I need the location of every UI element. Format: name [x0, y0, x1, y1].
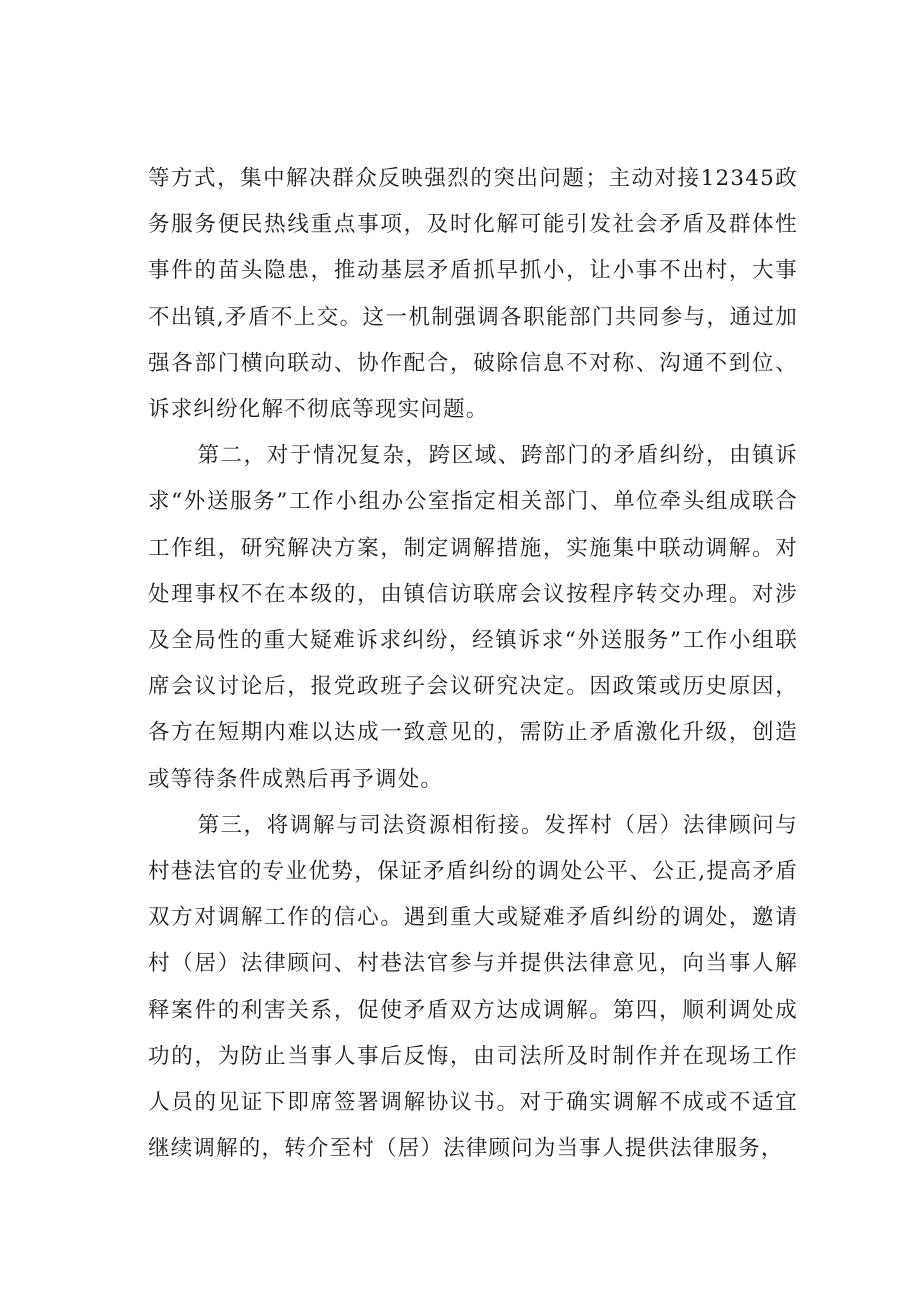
paragraph-continuation: 等方式，集中解决群众反映强烈的突出问题；主动对接12345政务服务便民热线重点事项，及时化解可能引发社会矛盾及群体性事件的苗头隐患，推动基层矛盾抓早抓小，让小事不出村，大事不出镇,矛盾不上交。这一机制强调各职能部门共同参与，通过加强各部门横向联动、协作配合，破除信息不对称、沟通不到位、诉求纠纷化解不彻底等现实问题。: [148, 166, 798, 423]
body-text: [148, 156, 798, 1172]
paragraph-third-point: 第三，将调解与司法资源相衔接。发挥村（居）法律顾问与村巷法官的专业优势，保证矛盾纠纷的调处公平、公正,提高矛盾双方对调解工作的信心。遇到重大或疑难矛盾纠纷的调处，邀请村（居）法律顾问、村巷法官参与并提供法律意见，向当事人解释案件的利害关系，促使矛盾双方达成调解。第四，顺利调处成功的，为防止当事人事后反悔，由司法所及时制作并在现场工作人员的见证下即席签署调解协议书。对于确实调解不成或不适宜继续调解的，转介至村（居）法律顾问为当事人提供法律服务，: [148, 812, 798, 1162]
paragraph-second-point: 第二，对于情况复杂，跨区域、跨部门的矛盾纠纷，由镇诉求“外送服务”工作小组办公室指定相关部门、单位牵头组成联合工作组，研究解决方案，制定调解措施，实施集中联动调解。对处理事权不在本级的，由镇信访联席会议按程序转交办理。对涉及全局性的重大疑难诉求纠纷，经镇诉求“外送服务”工作小组联席会议讨论后，报党政班子会议研究决定。因政策或历史原因，各方在短期内难以达成一致意见的，需防止矛盾激化升级，创造或等待条件成熟后再予调处。: [148, 443, 798, 792]
